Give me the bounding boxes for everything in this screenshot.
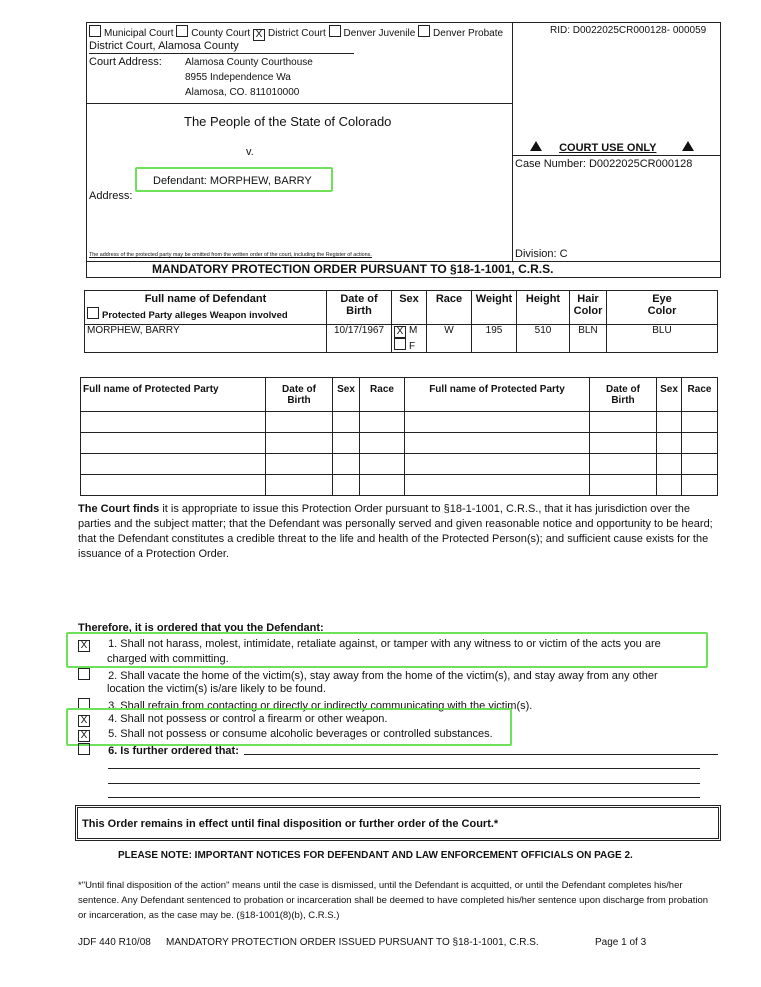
court-address-line-1: Alamosa County Courthouse — [185, 57, 313, 68]
defendant-dob-header: Date of Birth — [327, 291, 392, 325]
court-option-denver-juvenile[interactable]: Denver Juvenile — [329, 28, 416, 39]
court-findings: The Court finds it is appropriate to issue this Protection Order pursuant to §18-1-1001, C.R.S., that it has jurisdiction over the parties and the subject matter; that the Defendant was personally served and given reasonable notice and opportunity to be heard; that the Defendant constitutes a credible threat to the life and health of the Protected Person(s); and sufficient cause exists for the issuance of a Protection Order. — [78, 503, 713, 560]
defendant-table — [84, 290, 718, 353]
court-name-underline — [89, 53, 354, 54]
orders-heading: Therefore, it is ordered that you the Defendant: — [78, 622, 324, 634]
effect-text: This Order remains in effect until final disposition or further order of the Court.* — [82, 818, 499, 830]
district-checkbox[interactable]: X — [253, 29, 265, 41]
court-address-line-2: 8955 Independence Wa — [185, 72, 291, 83]
order-1-checkbox[interactable]: X — [78, 640, 90, 652]
sex-f-checkbox[interactable] — [394, 338, 406, 350]
defendant-dob-cell: 10/17/1967 — [327, 325, 392, 353]
order-title: MANDATORY PROTECTION ORDER PURSUANT TO §18-1-1001, C.R.S. — [152, 262, 554, 276]
court-name: District Court, Alamosa County — [89, 40, 239, 52]
triangle-left-icon — [530, 141, 542, 151]
defendant-eye-cell: BLU — [607, 325, 718, 353]
footer-form-title: MANDATORY PROTECTION ORDER ISSUED PURSUANT TO §18-1-1001, C.R.S. — [166, 937, 539, 948]
protected-row — [81, 475, 718, 496]
county-checkbox[interactable] — [176, 25, 188, 37]
caption-divider-2 — [512, 155, 720, 156]
protected-party-table — [80, 377, 718, 496]
court-address-label: Court Address: — [89, 56, 162, 68]
highlight-orders-4-5 — [66, 708, 512, 746]
defendant-hair-cell: BLN — [570, 325, 607, 353]
protected-race-header-1: Race — [360, 378, 405, 412]
order-2-continued: location the victim(s) is/are likely to be found. — [107, 683, 326, 695]
address-label: Address: — [89, 190, 133, 202]
defendant-height-cell: 510 — [517, 325, 570, 353]
please-note: PLEASE NOTE: IMPORTANT NOTICES FOR DEFENDANT AND LAW ENFORCEMENT OFFICIALS ON PAGE 2. — [118, 850, 633, 861]
weapon-involved-checkbox[interactable] — [87, 307, 99, 319]
order-6-line-1 — [244, 754, 718, 755]
order-6-line-2 — [108, 768, 700, 769]
footnote: *"Until final disposition of the action" means until the case is dismissed, until the Defendant is acquitted, or until the Defendant completes his/her sentence. Any Defendant sentenced to probation or incarceration shall be deemed to have completed his/her sentence upon discharge from probation or incarceration, as the case may be. (§18-1001(8)(b), C.R.S.) — [78, 880, 709, 921]
court-option-county[interactable]: County Court — [176, 28, 250, 39]
people-of-state: The People of the State of Colorado — [184, 114, 392, 129]
defendant-name: Defendant: MORPHEW, BARRY — [153, 175, 312, 187]
caption-divider-1 — [86, 103, 513, 104]
protected-row — [81, 433, 718, 454]
footer-form-id: JDF 440 R10/08 — [78, 937, 151, 948]
court-address-line-3: Alamosa, CO. 811010000 — [185, 87, 300, 98]
protected-dob-header-1: Date of Birth — [266, 378, 333, 412]
defendant-eye-header: Eye Color — [607, 291, 718, 325]
municipal-checkbox[interactable] — [89, 25, 101, 37]
order-2-checkbox[interactable] — [78, 668, 90, 680]
order-2: 2. Shall vacate the home of the victim(s), stay away from the home of the victim(s), and stay away from any other — [78, 668, 658, 682]
defendant-height-header: Height — [517, 291, 570, 325]
order-6: 6. Is further ordered that: — [78, 743, 239, 757]
defendant-race-header: Race — [427, 291, 472, 325]
highlight-order-1 — [66, 632, 708, 668]
court-option-district[interactable]: X District Court — [253, 28, 326, 39]
court-options — [89, 25, 503, 41]
sex-m-checkbox[interactable]: X — [394, 326, 406, 338]
defendant-name-cell: MORPHEW, BARRY — [85, 325, 327, 353]
division: Division: C — [515, 248, 568, 260]
protected-row — [81, 454, 718, 475]
protected-dob-header-2: Date of Birth — [590, 378, 657, 412]
court-use-only: COURT USE ONLY — [530, 141, 694, 154]
rid-number: RID: D0022025CR000128- 000059 — [550, 25, 707, 36]
order-6-checkbox[interactable] — [78, 743, 90, 755]
order-1: X 1. Shall not harass, molest, intimidate, retaliate against, or tamper with any witness to or victim of the acts you are — [78, 638, 661, 652]
order-5-checkbox[interactable]: X — [78, 730, 90, 742]
defendant-weight-header: Weight — [472, 291, 517, 325]
defendant-sex-header: Sex — [392, 291, 427, 325]
order-5: X 5. Shall not possess or consume alcoholic beverages or controlled substances. — [78, 728, 493, 742]
order-4-checkbox[interactable]: X — [78, 715, 90, 727]
triangle-right-icon — [682, 141, 694, 151]
protected-sex-header-2: Sex — [657, 378, 682, 412]
defendant-weight-cell: 195 — [472, 325, 517, 353]
highlight-defendant — [135, 167, 333, 192]
order-6-line-3 — [108, 783, 700, 784]
denver-juvenile-checkbox[interactable] — [329, 25, 341, 37]
defendant-name-header: Full name of Defendant Protected Party alleges Weapon involved — [85, 291, 327, 325]
omission-note: The address of the protected party may be omitted from the written order of the court, including the Register of actions. — [89, 252, 372, 258]
defendant-hair-header: Hair Color — [570, 291, 607, 325]
protected-sex-header-1: Sex — [333, 378, 360, 412]
court-option-municipal[interactable]: Municipal Court — [89, 28, 173, 39]
protected-row — [81, 412, 718, 433]
order-1-continued: charged with committing. — [107, 653, 229, 665]
case-number: Case Number: D0022025CR000128 — [515, 158, 693, 170]
court-option-denver-probate[interactable]: Denver Probate — [418, 28, 503, 39]
protected-race-header-2: Race — [682, 378, 718, 412]
order-4: X 4. Shall not possess or control a firearm or other weapon. — [78, 713, 387, 727]
order-3: 3. Shall refrain from contacting or directly or indirectly communicating with the victim(s). — [78, 698, 532, 712]
defendant-sex-cell: X M F — [392, 325, 427, 353]
order-6-line-4 — [108, 797, 700, 798]
footer-page: Page 1 of 3 — [595, 937, 647, 948]
protected-name-header-2: Full name of Protected Party — [405, 378, 590, 412]
caption-divider-vertical — [512, 22, 513, 262]
denver-probate-checkbox[interactable] — [418, 25, 430, 37]
protected-name-header-1: Full name of Protected Party — [81, 378, 266, 412]
defendant-race-cell: W — [427, 325, 472, 353]
versus: v. — [246, 146, 254, 158]
